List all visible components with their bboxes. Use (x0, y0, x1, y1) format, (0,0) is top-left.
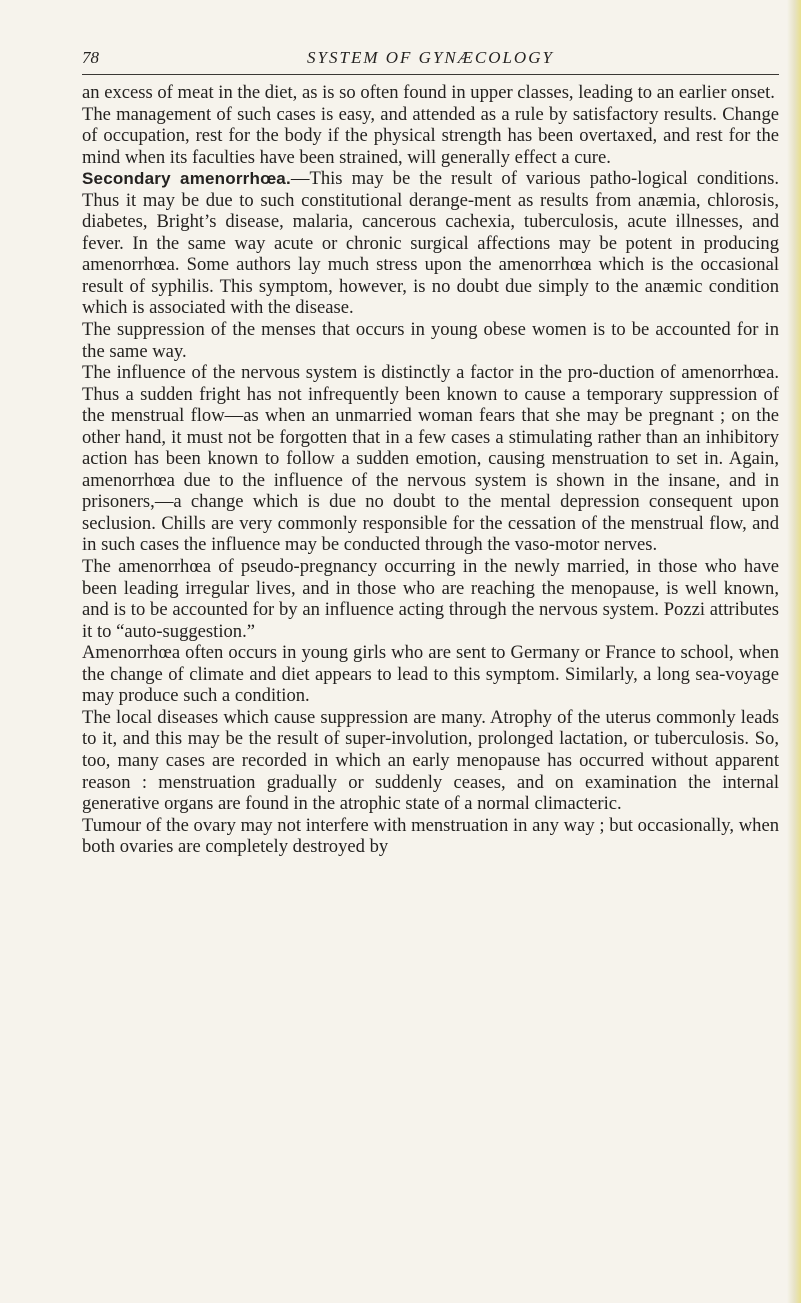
paragraph-ovarian-tumour: Tumour of the ovary may not interfere with menstruation in any way ; but occasionally, when both ovaries are completely destroyed by (82, 814, 779, 858)
page-edge-shadow (787, 0, 801, 1303)
running-title: SYSTEM OF GYNÆCOLOGY (307, 48, 554, 67)
paragraph-pseudo-pregnancy: The amenorrhœa of pseudo-pregnancy occurring in the newly married, in those who have been leading irregular lives, and in those who are reaching the menopause, is well known, and is to be accounted for by an influence acting through the nervous system. Pozzi attributes it to “auto-suggestion.” (82, 556, 779, 642)
page-header (82, 44, 779, 74)
paragraph-young-girls: Amenorrhœa often occurs in young girls who are sent to Germany or France to school, when the change of climate and diet appears to lead to this symptom. Similarly, a long sea-voyage may produce such a condition. (82, 642, 779, 707)
paragraph-nervous-system: The influence of the nervous system is distinctly a factor in the pro-duction of amenorrhœa. Thus a sudden fright has not infrequently been known to cause a temporary suppression of the menstrual flow—as when an unmarried woman fears that she may be pregnant ; on the other hand, it must not be forgotten that in a few cases a stimulating rather than an inhibitory action has been known to follow a sudden emotion, causing menstruation to set in. Again, amenorrhœa due to the influence of the nervous system is shown in the insane, and in prisoners,—a change which is due no doubt to the mental depression consequent upon seclusion. Chills are very commonly responsible for the cessation of the menstrual flow, and in such cases the influence may be conducted through the vaso-motor nerves. (82, 362, 779, 556)
page-number: 78 (82, 48, 99, 67)
paragraph-continuation: an excess of meat in the diet, as is so often found in upper classes, leading to an earlier onset. (82, 82, 775, 103)
paragraph-obese-women: The suppression of the menses that occurs in young obese women is to be accounted for in the same way. (82, 319, 779, 362)
body-text (82, 82, 779, 1232)
paragraph-management: The management of such cases is easy, and attended as a rule by satisfactory results. Change of occupation, rest for the body if the physical strength has been overtaxed, and rest for the mind when its faculties have been strained, will generally effect a cure. (82, 103, 779, 168)
paragraph-local-diseases: The local diseases which cause suppression are many. Atrophy of the uterus commonly leads to it, and this may be the result of super-involution, prolonged lactation, or tuberculosis. So, too, many cases are recorded in which an early menopause has occurred without apparent reason : menstruation gradually or suddenly ceases, and on examination the internal generative organs are found in the atrophic state of a normal climacteric. (82, 706, 779, 815)
paragraph-secondary-amenorrhoea (82, 168, 779, 319)
section-heading: Secondary amenorrhœa. (82, 169, 291, 189)
paragraph-text: —This may be the result of various patho-logical conditions. Thus it may be due to such constitutional derange-ment as results from anæmia, chlorosis, diabetes, Bright’s disease, malaria, cancerous cachexia, tuberculosis, acute illnesses, and fever. In the same way acute or chronic surgical affections may be potent in producing amenorrhœa. Some authors lay much stress upon the amenorrhœa which is the occasional result of syphilis. This symptom, however, is no doubt due simply to the anæmic condition which is associated with the disease. (82, 168, 779, 319)
header-rule (82, 74, 779, 75)
